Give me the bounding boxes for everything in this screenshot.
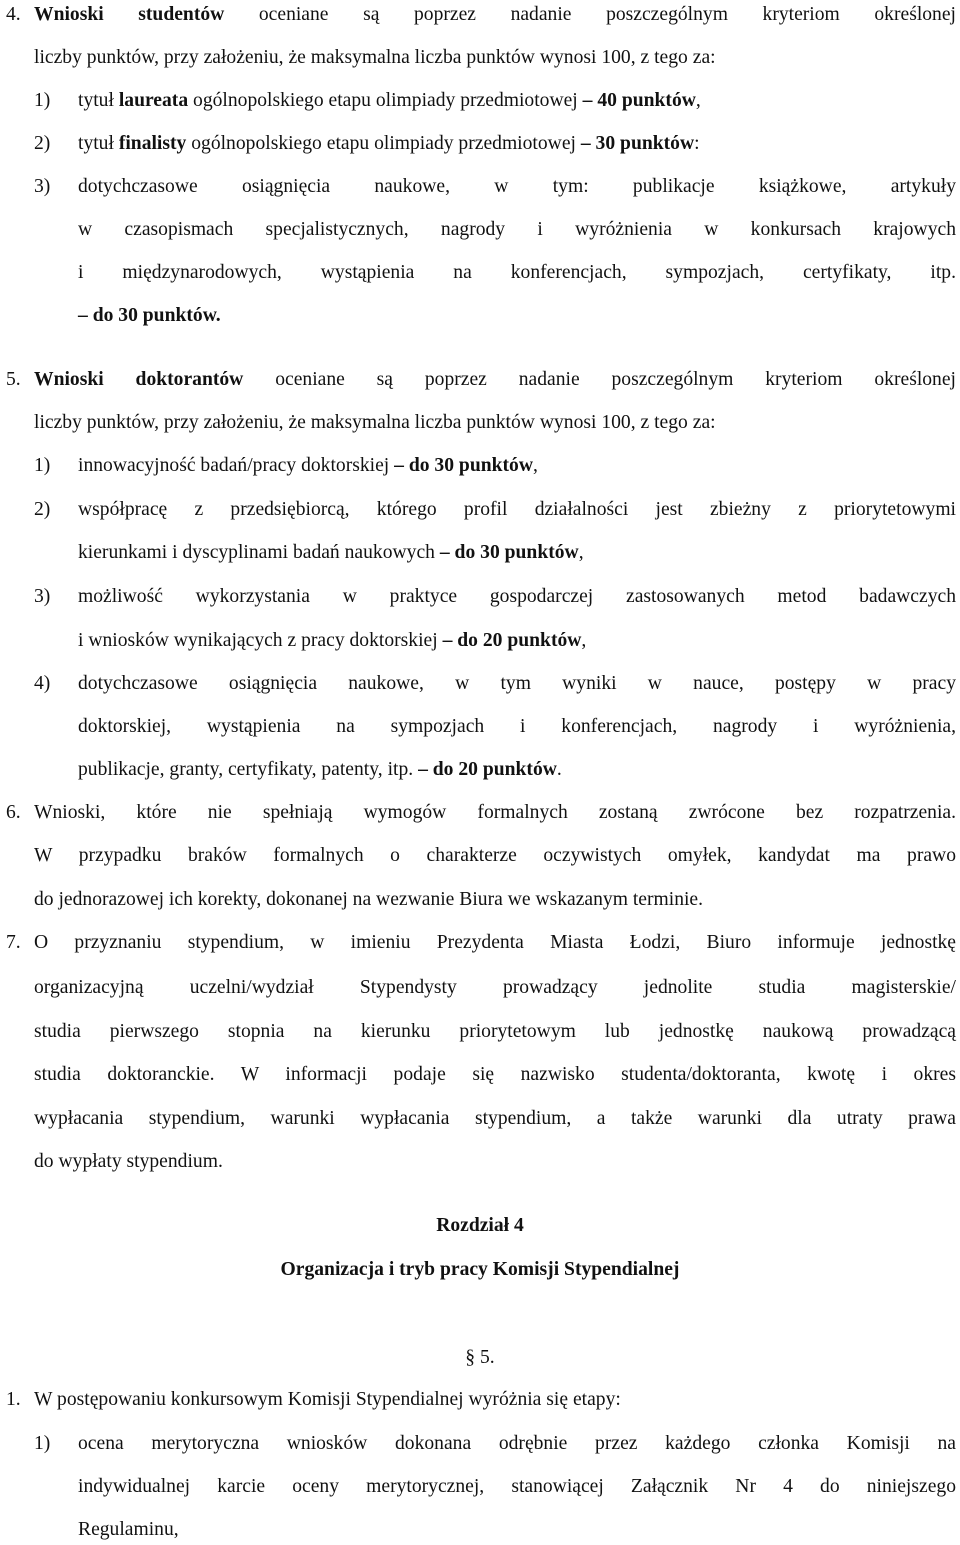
p5-item-4-line-1: dotychczasowe osiągnięcia naukowe, w tym wyniki w nauce, postępy w pracy <box>78 673 956 694</box>
section-point-1-line-1: W postępowaniu konkursowym Komisji Stypendialnej wyróżnia się etapy: <box>34 1389 621 1410</box>
bold-term: laureata <box>118 90 189 111</box>
bold-term: Wnioski studentów <box>34 4 225 25</box>
paragraph-5-line-1 <box>34 367 956 393</box>
p5-item-2-line-1: współpracę z przedsiębiorcą, którego profil działalności jest zbieżny z priorytetowymi <box>78 499 956 520</box>
paragraph-6-line-2: W przypadku braków formalnych o charakterze oczywistych omyłek, kandydat ma prawo <box>34 845 956 866</box>
paragraph-4-number: 4. <box>6 4 21 25</box>
p4-item-3-number: 3) <box>34 176 51 197</box>
paragraph-5-line-2: liczby punktów, przy założeniu, że maksymalna liczba punktów wynosi 100, z tego za: <box>34 412 716 433</box>
p4-item-3-line-1: dotychczasowe osiągnięcia naukowe, w tym: publikacje książkowe, artykuły <box>78 176 956 197</box>
p5-item-3-number: 3) <box>34 586 51 607</box>
chapter-subtitle: Organizacja i tryb pracy Komisji Stypendialnej <box>280 1259 680 1280</box>
points-value: – do 30 punktów <box>439 542 579 563</box>
paragraph-6-number: 6. <box>6 802 21 823</box>
text: kierunkami i dyscyplinami badań naukowych <box>78 542 440 563</box>
p5-item-3-line-1: możliwość wykorzystania w praktyce gospodarczej zastosowanych metod badawczych <box>78 586 956 607</box>
chapter-title: Rozdział 4 <box>436 1215 524 1236</box>
points-value: – do 20 punktów <box>418 759 557 780</box>
text: . <box>556 759 562 780</box>
text: , <box>532 455 538 476</box>
p4-item-1-number: 1) <box>34 90 51 111</box>
paragraph-7-line-2: organizacyjną uczelni/wydział Stypendysty prowadzący jednolite studia magisterskie/ <box>34 977 956 998</box>
p5-item-2-line-2 <box>78 540 584 566</box>
text: oceniane są poprzez nadanie poszczególnym kryteriom określonej <box>243 369 956 390</box>
p4-item-2-number: 2) <box>34 133 51 154</box>
text: i wniosków wynikających z pracy doktorskiej <box>78 630 443 651</box>
text: oceniane są poprzez nadanie poszczególnym kryteriom określonej <box>224 4 956 25</box>
bold-term: finalisty <box>118 133 187 154</box>
section-mark: § 5. <box>465 1347 495 1368</box>
paragraph-7-line-4: studia doktoranckie. W informacji podaje się nazwisko studenta/doktoranta, kwotę i okres <box>34 1064 956 1085</box>
p4-item-3-points: – do 30 punktów. <box>78 305 221 326</box>
paragraph-7-line-3: studia pierwszego stopnia na kierunku priorytetowym lub jednostkę naukową prowadzącą <box>34 1021 956 1042</box>
points-value: – 30 punktów <box>580 133 695 154</box>
p4-item-2 <box>78 131 700 157</box>
bold-term: Wnioski doktorantów <box>34 369 244 390</box>
p4-item-3-line-2: w czasopismach specjalistycznych, nagrody i wyróżnienia w konkursach krajowych <box>78 219 956 240</box>
paragraph-7-line-5: wypłacania stypendium, warunki wypłacania stypendium, a także warunki dla utraty prawa <box>34 1108 956 1129</box>
p5-item-2-number: 2) <box>34 499 51 520</box>
p5-item-4-line-3 <box>78 757 562 783</box>
text: , <box>695 90 701 111</box>
points-value: – 40 punktów <box>582 90 696 111</box>
p4-item-3-line-3: i międzynarodowych, wystąpienia na konferencjach, sympozjach, certyfikaty, itp. <box>78 262 956 283</box>
section-point-1-number: 1. <box>6 1389 21 1410</box>
p5-item-4-line-2: doktorskiej, wystąpienia na sympozjach i konferencjach, nagrody i wyróżnienia, <box>78 716 956 737</box>
points-value: – do 30 punktów <box>394 455 533 476</box>
s1-item-1-line-3: Regulaminu, <box>78 1519 179 1540</box>
p5-item-1-number: 1) <box>34 455 51 476</box>
paragraph-6-line-1: Wnioski, które nie spełniają wymogów formalnych zostaną zwrócone bez rozpatrzenia. <box>34 802 956 823</box>
s1-item-1-line-2: indywidualnej karcie oceny merytorycznej, stanowiącej Załącznik Nr 4 do niniejszego <box>78 1476 956 1497</box>
paragraph-7-line-6: do wypłaty stypendium. <box>34 1151 223 1172</box>
p5-item-4-number: 4) <box>34 673 51 694</box>
p4-item-1 <box>78 88 701 114</box>
paragraph-5-number: 5. <box>6 369 21 390</box>
text: tytuł <box>78 133 119 154</box>
paragraph-6-line-3: do jednorazowej ich korekty, dokonanej na wezwanie Biura we wskazanym terminie. <box>34 889 704 910</box>
text: ogólnopolskiego etapu olimpiady przedmiotowej <box>186 133 581 154</box>
s1-item-1-number: 1) <box>34 1433 51 1454</box>
paragraph-7-line-1: O przyznaniu stypendium, w imieniu Prezydenta Miasta Łodzi, Biuro informuje jednostkę <box>34 932 956 953</box>
points-value: – do 20 punktów <box>442 630 582 651</box>
paragraph-7-number: 7. <box>6 932 21 953</box>
text: tytuł <box>78 90 119 111</box>
text: , <box>578 542 584 563</box>
text: innowacyjność badań/pracy doktorskiej <box>78 455 395 476</box>
s1-item-1-line-1: ocena merytoryczna wniosków dokonana odrębnie przez każdego członka Komisji na <box>78 1433 956 1454</box>
text: publikacje, granty, certyfikaty, patenty, itp. <box>78 759 419 780</box>
p5-item-1 <box>78 453 538 479</box>
p5-item-3-line-2 <box>78 628 586 654</box>
text: ogólnopolskiego etapu olimpiady przedmiotowej <box>188 90 583 111</box>
text: : <box>694 133 700 154</box>
paragraph-4-line-2: liczby punktów, przy założeniu, że maksymalna liczba punktów wynosi 100, z tego za: <box>34 47 716 68</box>
text: , <box>581 630 587 651</box>
paragraph-4-line-1 <box>34 2 956 28</box>
